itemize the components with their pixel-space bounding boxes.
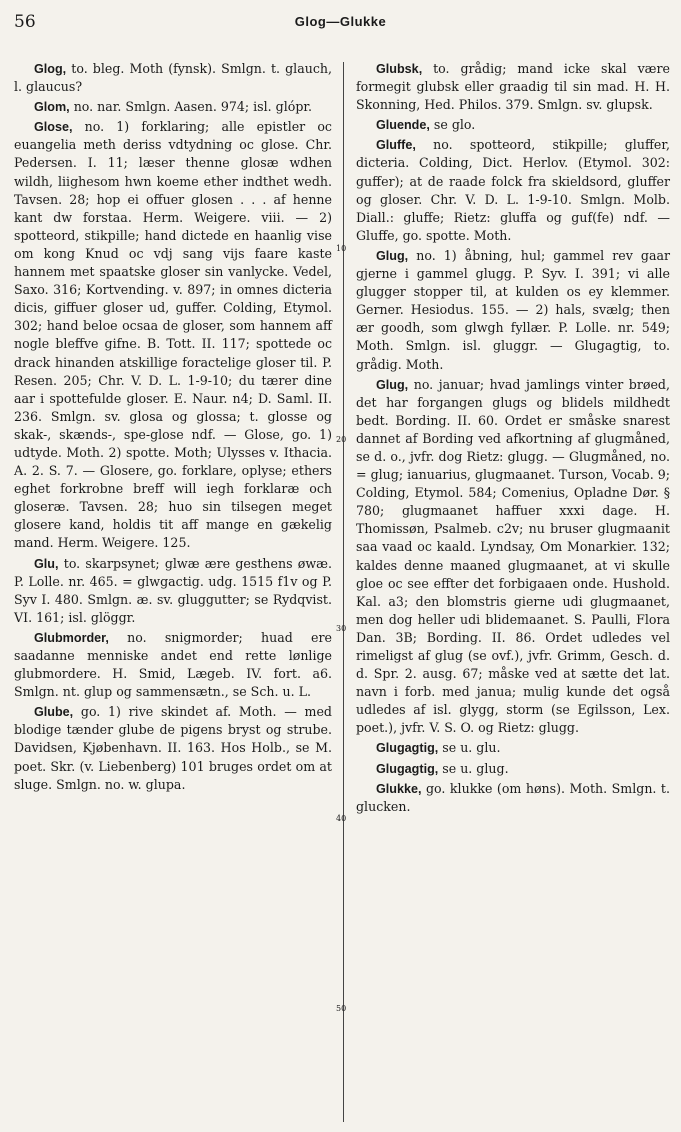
running-title: Glog—Glukke [294,14,387,29]
page-number: 56 [14,12,36,32]
headword: Gluffe, [376,138,416,153]
definition: se u. glug. [438,760,509,776]
entry-glugagtig-2 [356,760,670,778]
headword: Glubmorder, [34,630,109,645]
entry-glug-2 [356,376,670,738]
definition: se glo. [429,117,476,133]
headword: Glose, [34,120,73,135]
line-number: 20 [336,435,347,444]
line-number: 30 [336,624,347,633]
headword: Glu, [34,556,59,571]
headword: Glug, [376,248,409,263]
left-column [14,60,332,796]
definition: no. snigmorder; huad ere saadanne menniske andet end rette lønlige glubmordere. H. Smid, Lægeb. IV. fort. a6. Smlgn. nt. glup og sammensætn., se Sch. u. L. [14,629,332,700]
headword: Glugagtig, [376,761,439,776]
entry-glu [14,555,332,627]
right-column [356,60,670,818]
entry-gluende [356,116,670,134]
headword: Glubsk, [376,62,423,76]
entry-glukke [356,780,670,816]
line-number: 50 [336,1004,347,1013]
line-number: 10 [336,244,347,253]
definition: no. nar. Smlgn. Aasen. 974; isl. glópr. [69,99,313,115]
definition: go. 1) rive skindet af. Moth. — med blodige tænder glube de pigens bryst og strube. Davidsen, Kjøbenhavn. II. 163. Hos Holb., se M. poet. Skr. (v. Liebenberg) 101 bruges ordet om at sluge. Smlgn. no. w. glupa. [14,704,332,792]
column-divider [343,62,344,1122]
definition: no. januar; hvad jamlings vinter brøed, det har forgangen glugs og blidels mildhedt bedt. Bording. II. 60. Ordet er småske snarest dannet af Bording ved afkortning af glugmåned, se d. o., jvfr. dog Rietz: glugg. — Glugmåned, no. = glug; ianuarius, glugmaanet. Turson, Vocab. 9; Colding, Etymol. 584; Comenius, Opladne Dør. § 780; glugmaanet haffuer xxxi dage. H. Thomissøn, Psalmeb. c2v; nu bruser glugmaanit saa vaad oc kaald. Lyndsay, Om Monarkier. 132; kaldes denne maaned glugmaanet, at vi skulle gloe oc see effter det forbigaaen onde. Hushold. Kal. a3; den blomstris gierne udi glugmaanet, men dog heller udi blidemaanet. S. Paulli, Flora Dan. 3B; Bording. II. 86. Ordet udledes vel rimeligst af glug (se ovf.), jvfr. Grimm, Gesch. d. d. Spr. 2. ausg. 67; måske ved at sætte det lat. navn i forb. med janua; mulig kunde det også udledes af isl. glygg, storm (se Egilsson, Lex. poet.), jvfr. V. S. O. og Rietz: glugg. [356,376,670,736]
headword: Gluende, [376,118,430,133]
definition: to. bleg. Moth (fynsk). Smlgn. t. glauch, l. glaucus? [14,61,332,95]
entry-gluffe [356,136,670,245]
definition: go. klukke (om høns). Moth. Smlgn. t. glucken. [356,780,670,814]
entry-glugagtig-1 [356,739,670,757]
definition: to. grådig; mand icke skal være formegit glubsk eller graadig til sin mad. H. H. Skonning, Hed. Philos. 379. Smlgn. sv. glupsk. [356,61,670,113]
definition: no. 1) åbning, hul; gammel rev gaar gjerne i gammel glugg. P. Syv. I. 391; vi alle glugger stopper til, at kulden os ey klemmer. Gerner. Hesiodus. 155. — 2) hals, svælg; then ær goodh, som glwgh fyllær. P. Lolle. nr. 549; Moth. Smlgn. isl. gluggr. — Glugagtig, to. grådig. Moth. [356,247,670,372]
entry-glose [14,118,332,552]
headword: Glube, [34,705,74,720]
definition: se u. glu. [438,740,501,756]
entry-glug-1 [356,247,670,374]
page-header [14,12,667,34]
entry-glubmorder [14,629,332,701]
definition: no. 1) forklaring; alle epistler oc euangelia meth deriss vdtydning oc glose. Chr. Pedersen. I. 11; læser thenne glosæ wdhen wildh, liighesom hwn koeme ether indthet wedh. Tavsen. 28; hop ei offuer glosen . . . af henne kant dw forstaa. Herm. Weigere. viii. — 2) spotteord, stikpille; hand dictede en haanlig vise om kong Knud oc vdj sang vijs faare kaste hannem met spaatske gloser sin vanlycke. Vedel, Saxo. 316; Kortvending. v. 897; in omnes dicteria dicis, giffuer gloser ud, guffer. Colding, Etymol. 302; hand beloe ocsaa de gloser, som hannem aff nogle bleffve gifne. B. Tott. II. 117; spottede oc drack hinanden atskillige foractelige gloser til. P. Resen. 205; Chr. V. D. L. 1-9-10; du tærer dine aar i spottefulde gloser. E. Naur. n4; D. Saml. II. 236. Smlgn. sv. glosa og glossa; t. glosse og skak-, skænds-, spe-glose ndf. — Glose, go. 1) udtyde. Moth. 2) spotte. Moth; Ulysses v. Ithacia. A. 2. S. 7. — Glosere, go. forklare, oplyse; ethers eghet forkrobne breff will iegh forklaræ och gloseræ. Tavsen. 28; huo sin tilsegen meget glosere kand, holdis tit aff mange en gækelig mand. Herm. Weigere. 125. [14,119,332,551]
definition: no. spotteord, stikpille; gluffer, dicteria. Colding, Dict. Herlov. (Etymol. 302: guffer); at de raade folck fra skieldsord, gluffer og gloser. Chr. V. D. L. 1-9-10. Smlgn. Molb. Diall.: gluffe; Rietz: gluffa og guf(fe) ndf. — Gluffe, go. spotte. Moth. [356,137,670,243]
headword: Glug, [376,377,409,392]
definition: to. skarpsynet; glwæ ære gesthens øwæ. P. Lolle. nr. 465. = glwgactig. udg. 1515 f1v og P. Syv I. 480. Smlgn. æ. sv. gluggutter; se Rydqvist. VI. 161; isl. glöggr. [14,555,332,625]
line-number: 40 [336,814,347,823]
entry-glom [14,98,332,116]
headword: Glukke, [376,781,422,796]
headword: Glog, [34,62,67,76]
headword: Glugagtig, [376,741,439,756]
entry-glog [14,60,332,96]
headword: Glom, [34,100,70,115]
entry-glube [14,703,332,793]
entry-glubsk [356,60,670,114]
